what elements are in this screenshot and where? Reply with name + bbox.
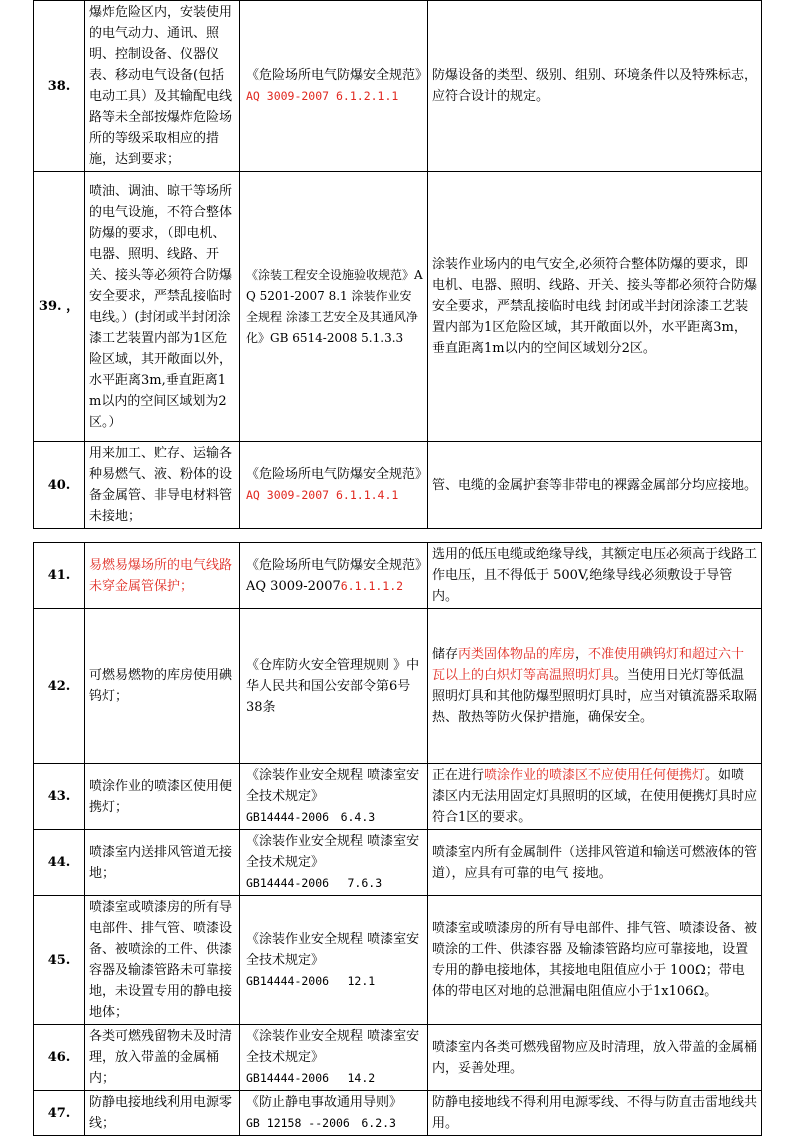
basis-title: 《危险场所电气防爆安全规范》 <box>246 68 429 83</box>
requirement-part: 。如喷漆区内无法用固定灯具照明的区域，在使用便携灯具时应符合1区的要求。 <box>432 768 758 825</box>
basis-reference <box>240 442 428 529</box>
basis-title: 《危险场所电气防爆安全规范》AQ 3009-2007 <box>246 557 422 594</box>
row-number: 47. <box>34 1091 85 1136</box>
table-row <box>34 830 762 896</box>
row-number: 43. <box>34 764 85 830</box>
basis-reference: 《涂装工程安全设施验收规范》AQ 5201-2007 8.1 涂装作业安全规程 涂漆工艺安全及其通风净化》GB 6514-2008 5.1.3.3 <box>240 172 428 442</box>
hazard-table-1 <box>33 0 762 529</box>
row-number: 42. <box>34 609 85 764</box>
basis-reference <box>240 830 428 896</box>
item-description: 喷油、调油、晾干等场所的电气设施，不符合整体防爆的要求，（即电机、电器、照明、线路、开关、接头等必须符合防爆安全要求，严禁乱接临时电线。）(封闭或半封闭涂漆工艺装置内部为1区危险区域，其开敞面以外，水平距离3m,垂直距离1m以内的空间区域划为2区。） <box>85 172 240 442</box>
basis-reference <box>240 1025 428 1091</box>
basis-code: AQ 3009-2007 6.1.1.4.1 <box>246 488 399 502</box>
requirement: 涂装作业场内的电气安全,必须符合整体防爆的要求，即电机、电器、照明、线路、开关、接头等都必须符合防爆安全要求，严禁乱接临时电线 封闭或半封闭涂漆工艺装置内部为1区危险区域，其开敞面以外，水平距离3m，垂直距离1m以内的空间区域划分2区。 <box>428 172 762 442</box>
table-row <box>34 1091 762 1136</box>
requirement-part: ， <box>575 647 589 662</box>
requirement-part: 正在进行 <box>432 768 485 783</box>
basis-reference <box>240 1 428 172</box>
basis-title: 《防止静电事故通用导则》 <box>246 1095 403 1110</box>
item-description: 喷涂作业的喷漆区使用便携灯； <box>85 764 240 830</box>
item-description: 各类可燃残留物未及时清理，放入带盖的金属桶内； <box>85 1025 240 1091</box>
requirement: 防静电接地线不得利用电源零线、不得与防直击雷地线共用。 <box>428 1091 762 1136</box>
item-description: 喷漆室或喷漆房的所有导电部件、排气管、喷漆设备、被喷涂的工件、供漆容器及输漆管路未可靠接地，未设置专用的静电接地体； <box>85 896 240 1025</box>
row-number: 40. <box>34 442 85 529</box>
basis-reference: 《仓库防火安全管理规则 》中华人民共和国公安部令第6号 38条 <box>240 609 428 764</box>
table-row <box>34 543 762 609</box>
requirement: 管、电缆的金属护套等非带电的裸露金属部分均应接地。 <box>428 442 762 529</box>
basis-title: 《涂装作业安全规程 喷漆室安全技术规定》 <box>246 1029 420 1065</box>
basis-reference <box>240 1091 428 1136</box>
item-description: 爆炸危险区内，安装使用的电气动力、通讯、照明、控制设备、仪器仪表、移动电气设备(包括电动工具）及其输配电线路等未全部按爆炸危险场所的等级采取相应的措施，达到要求； <box>85 1 240 172</box>
requirement: 选用的低压电缆或绝缘导线，其额定电压必须高于线路工作电压，且不得低于 500V,绝缘导线必须敷设于导管内。 <box>428 543 762 609</box>
basis-code: 6.1.1.1.2 <box>340 578 404 593</box>
row-number: 38. <box>34 1 85 172</box>
basis-code: GB14444-2006 6.4.3 <box>246 810 376 824</box>
table-row <box>34 609 762 764</box>
basis-title: 《涂装作业安全规程 喷漆室安全技术规定》 <box>246 768 420 804</box>
row-number: 41. <box>34 543 85 609</box>
requirement: 喷漆室内所有金属制件（送排风管道和输送可燃液体的管道），应具有可靠的电气 接地。 <box>428 830 762 896</box>
table-row <box>34 1025 762 1091</box>
requirement: 喷漆室内各类可燃残留物应及时清理，放入带盖的金属桶内，妥善处理。 <box>428 1025 762 1091</box>
hazard-table-2 <box>33 542 762 1136</box>
basis-title: 《涂装作业安全规程 喷漆室安全技术规定》 <box>246 931 420 968</box>
table-row <box>34 442 762 529</box>
requirement <box>428 764 762 830</box>
requirement-highlight: 不准使用碘钨灯和超过六十瓦以上的白炽灯等高温照明灯具 <box>432 647 745 683</box>
requirement <box>428 609 762 764</box>
table-row <box>34 172 762 442</box>
basis-code: AQ 3009-2007 6.1.2.1.1 <box>246 89 399 103</box>
basis-title: 《危险场所电气防爆安全规范》 <box>246 467 429 482</box>
row-number: 44. <box>34 830 85 896</box>
basis-code: GB 12158 --2006 6.2.3 <box>246 1116 396 1130</box>
basis-reference <box>240 764 428 830</box>
requirement-highlight: 丙类固体物品的库房 <box>458 647 576 662</box>
basis-code: GB14444-2006 14.2 <box>246 1071 376 1085</box>
basis-reference <box>240 543 428 609</box>
item-description: 可燃易燃物的库房使用碘钨灯； <box>85 609 240 764</box>
item-description: 易燃易爆场所的电气线路未穿金属管保护； <box>85 543 240 609</box>
table-row <box>34 1 762 172</box>
basis-title: 《涂装作业安全规程 喷漆室安全技术规定》 <box>246 834 420 870</box>
basis-code: GB14444-2006 12.1 <box>246 973 376 988</box>
item-description: 用来加工、贮存、运输各种易燃气、液、粉体的设备金属管、非导电材料管未接地； <box>85 442 240 529</box>
row-number: 46. <box>34 1025 85 1091</box>
requirement-part: 。当使用日光灯等低温照明灯具和其他防爆型照明灯具时，应当对镇流器采取隔热、散热等防火保护措施，确保安全。 <box>432 668 758 725</box>
row-number: 45. <box>34 896 85 1025</box>
table-row <box>34 896 762 1025</box>
row-number: 39. ， <box>34 172 85 442</box>
item-description: 喷漆室内送排风管道无接地； <box>85 830 240 896</box>
table-row <box>34 764 762 830</box>
basis-code: GB14444-2006 7.6.3 <box>246 876 383 890</box>
requirement-part: 储存 <box>432 647 459 662</box>
requirement-highlight: 喷涂作业的喷漆区不应使用任何便携灯 <box>484 768 706 783</box>
item-description: 防静电接地线利用电源零线； <box>85 1091 240 1136</box>
requirement: 防爆设备的类型、级别、组别、环境条件以及特殊标志，应符合设计的规定。 <box>428 1 762 172</box>
basis-reference <box>240 896 428 1025</box>
requirement: 喷漆室或喷漆房的所有导电部件、排气管、喷漆设备、被喷涂的工件、供漆容器 及输漆管路均应可靠接地，设置专用的静电接地体，其接地电阻值应小于 100Ω；带电体的带电区对地的总泄漏电阻值应小于1x106Ω。 <box>428 896 762 1025</box>
